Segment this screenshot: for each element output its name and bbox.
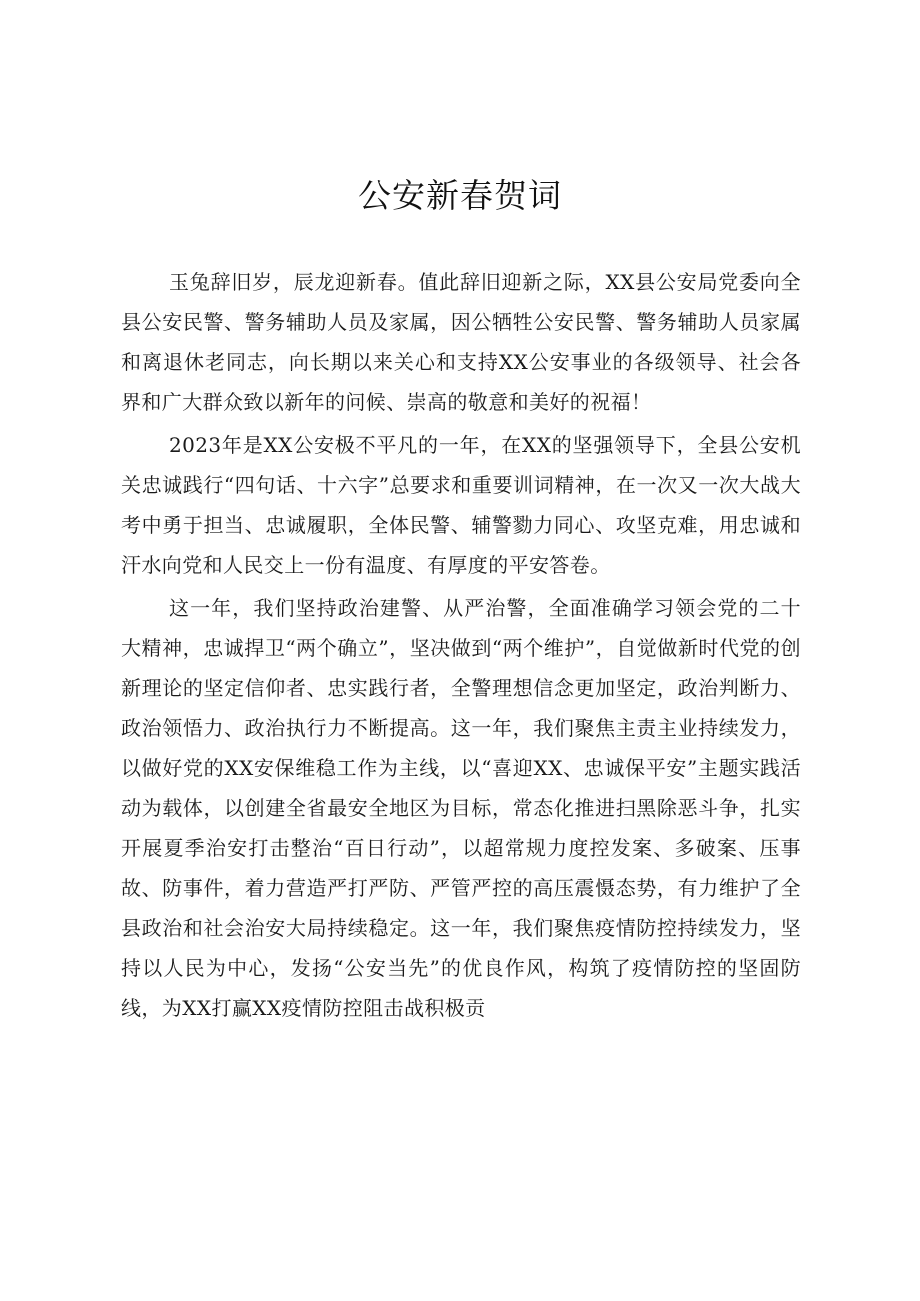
document-body [121, 262, 801, 1028]
paragraph-this-year: 这一年，我们坚持政治建警、从严治警，全面准确学习领会党的二十大精神，忠诚捍卫“两个确立”，坚决做到“两个维护”，自觉做新时代党的创新理论的坚定信仰者、忠实践行者，全警理想信念更加坚定，政治判断力、政治领悟力、政治执行力不断提高。这一年，我们聚焦主责主业持续发力，以做好党的XX安保维稳工作为主线，以“喜迎XX、忠诚保平安”主题实践活动为载体，以创建全省最安全地区为目标，常态化推进扫黑除恶斗争，扎实开展夏季治安打击整治“百日行动”，以超常规力度控发案、多破案、压事故、防事件，着力营造严打严防、严管严控的高压震慑态势，有力维护了全县政治和社会治安大局持续稳定。这一年，我们聚焦疫情防控持续发力，坚持以人民为中心，发扬“公安当先”的优良作风，构筑了疫情防控的坚固防线，为XX打赢XX疫情防控阻击战积极贡 [121, 596, 801, 1020]
paragraph-2023-review: 2023年是XX公安极不平凡的一年，在XX的坚强领导下，全县公安机关忠诚践行“四句话、十六字”总要求和重要训词精神，在一次又一次大战大考中勇于担当、忠诚履职，全体民警、辅警勠力同心、攻坚克难，用忠诚和汗水向党和人民交上一份有温度、有厚度的平安答卷。 [121, 433, 801, 577]
paragraph-greeting: 玉兔辞旧岁，辰龙迎新春。值此辞旧迎新之际，XX县公安局党委向全县公安民警、警务辅助人员及家属，因公牺牲公安民警、警务辅助人员家属和离退休老同志，向长期以来关心和支持XX公安事业的各级领导、社会各界和广大群众致以新年的问候、崇高的敬意和美好的祝福！ [121, 270, 801, 414]
document-title: 公安新春贺词 [358, 176, 562, 215]
